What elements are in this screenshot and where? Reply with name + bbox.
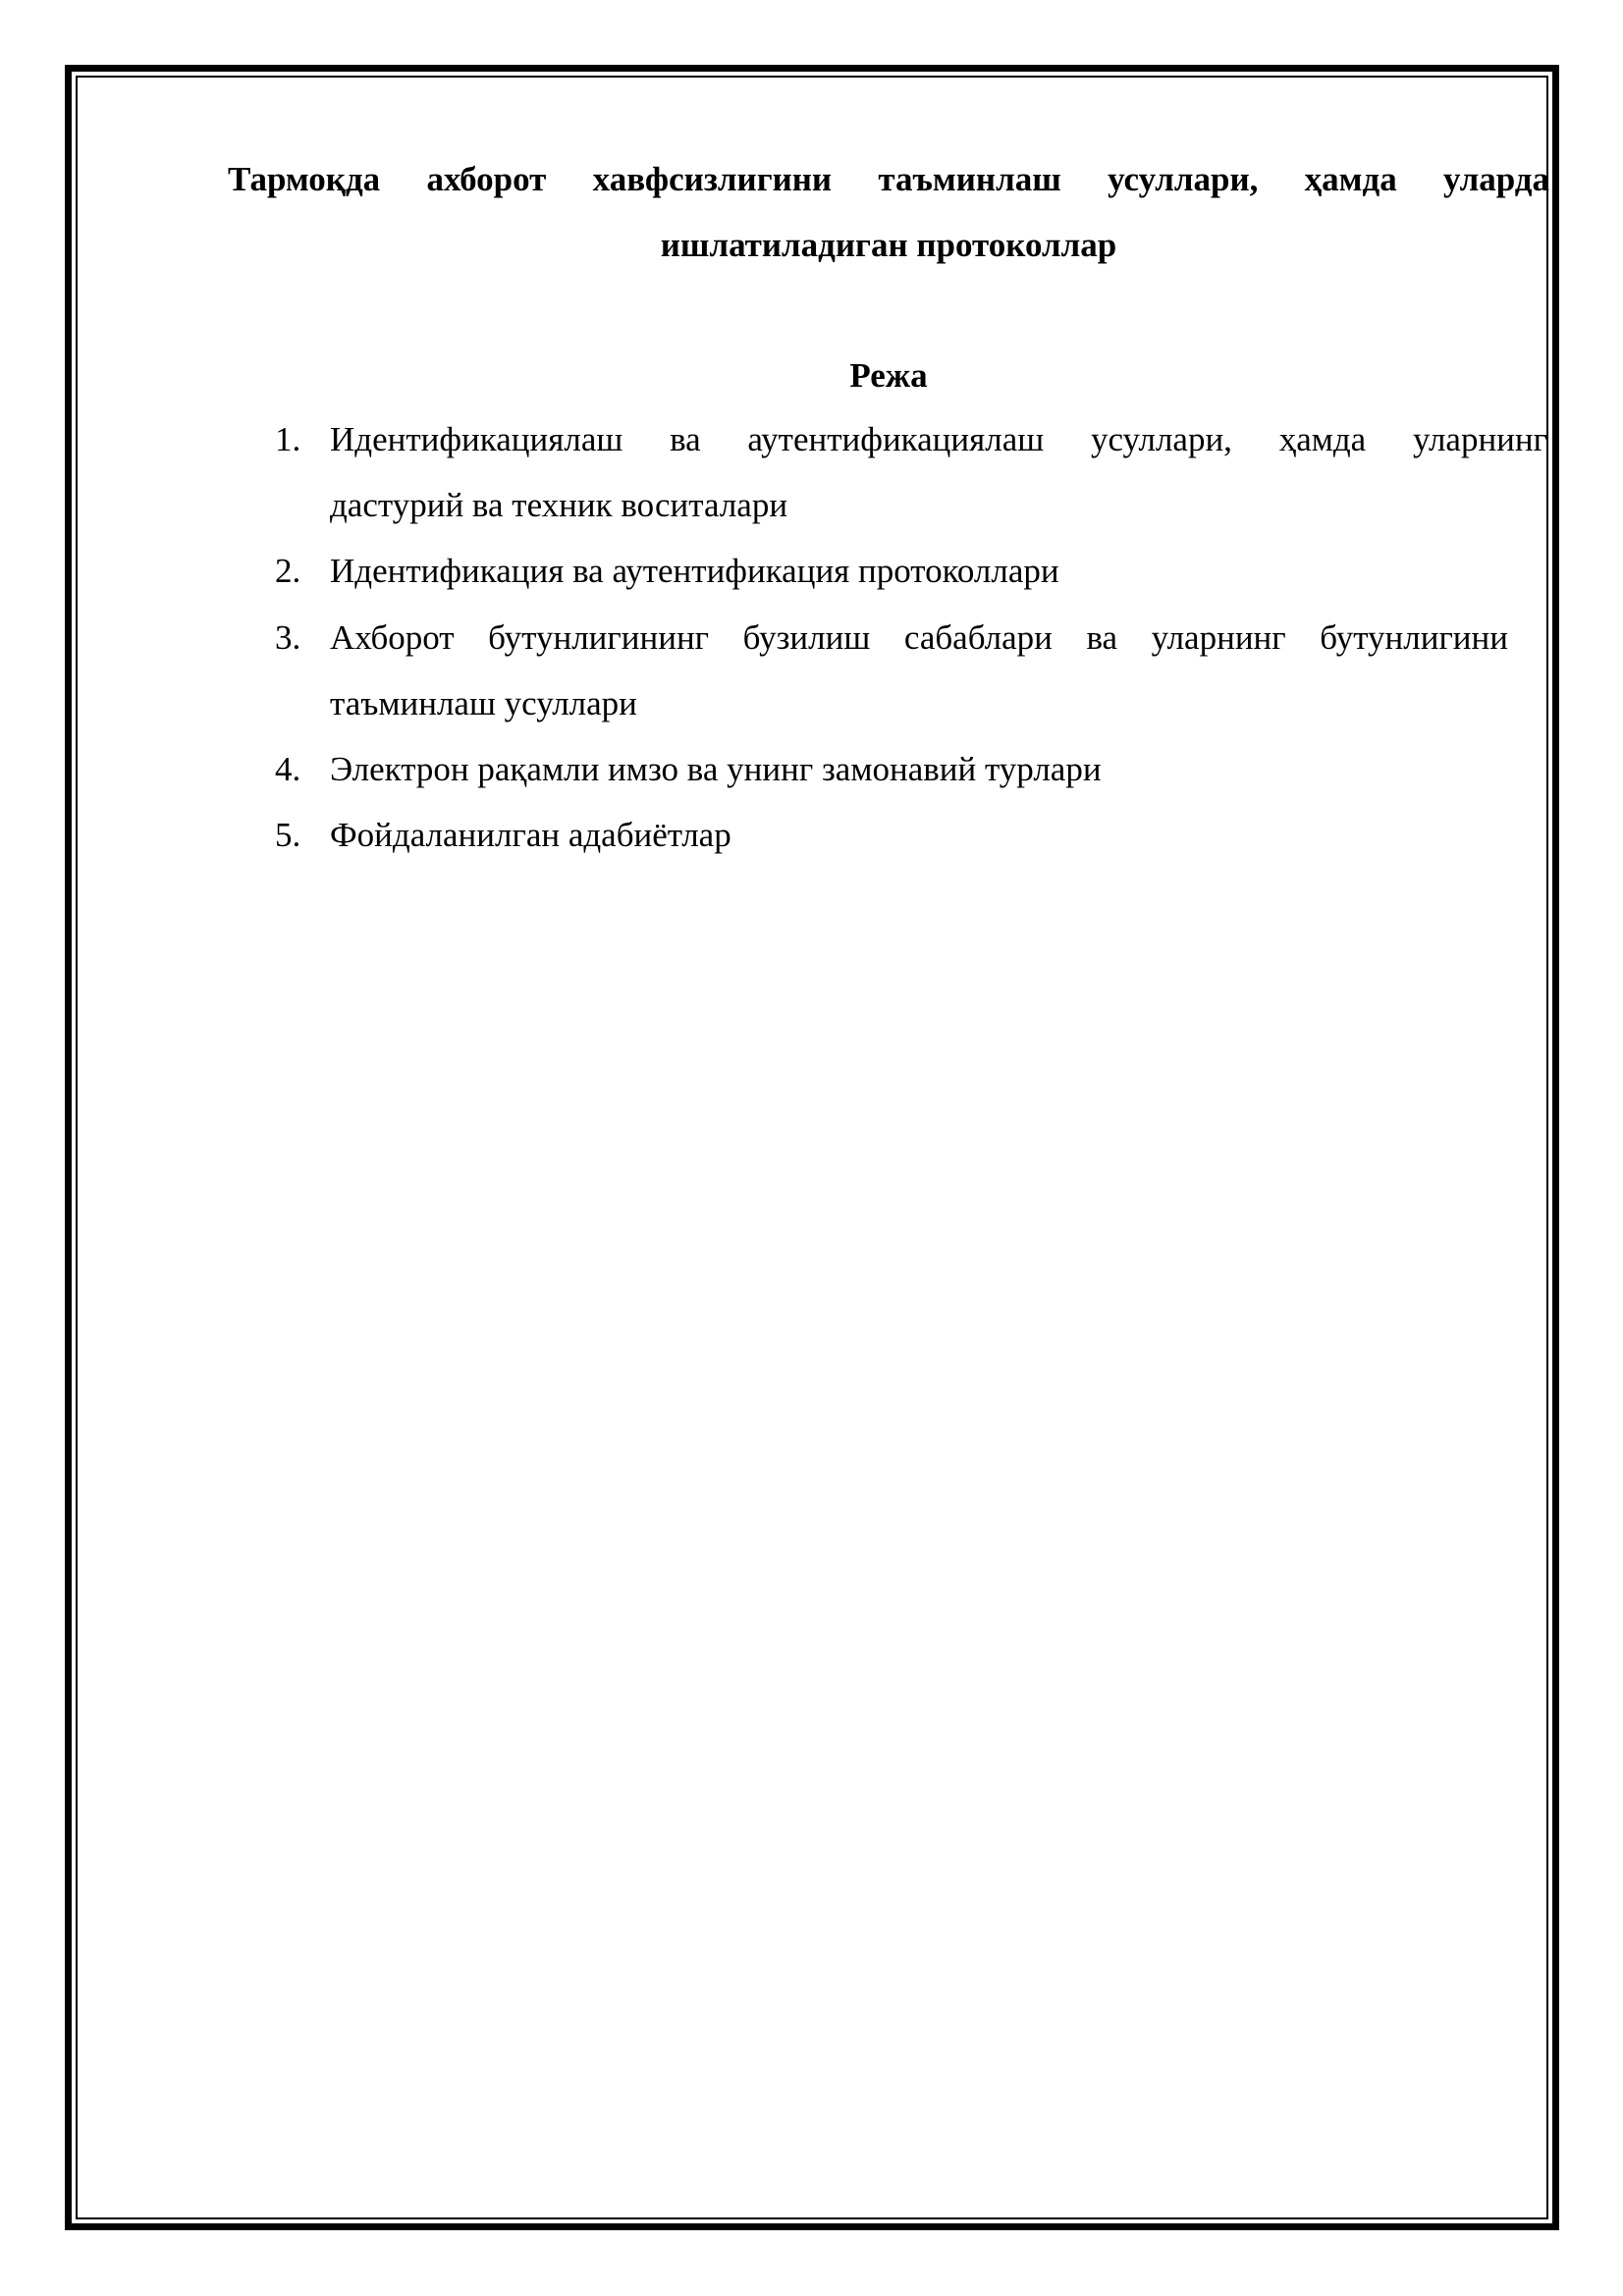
plan-item-number: 3. <box>275 618 301 657</box>
plan-item-number: 5. <box>275 816 301 854</box>
document-title-line-1: Тармоқда ахборот хавфсизлигини таъминлаш усуллари, ҳамда уларда <box>228 160 1549 198</box>
plan-item-text-line-1: Электрон рақамли имзо ва унинг замонавий турлари <box>330 750 1102 788</box>
plan-item-text-line-1: Фойдаланилган адабиётлар <box>330 816 731 854</box>
plan-item-text-line-1: Идентификациялаш ва аутентификациялаш усуллари, ҳамда уларнинг <box>330 420 1547 458</box>
plan-item-text-line-2: дастурий ва техник воситалари <box>330 486 788 524</box>
plan-item-text-line-1: Идентификация ва аутентификация протоколлари <box>330 552 1059 590</box>
plan-item-number: 2. <box>275 552 301 590</box>
document-title-line-2: ишлатиладиган протоколлар <box>660 226 1117 264</box>
plan-item-text-line-2: таъминлаш усуллари <box>330 684 637 722</box>
plan-heading: Режа <box>849 356 928 395</box>
plan-item-number: 4. <box>275 750 301 788</box>
plan-item-number: 1. <box>275 420 301 458</box>
plan-item-text-line-1: Ахборот бутунлигининг бузилиш сабаблари ва уларнинг бутунлигини <box>330 618 1508 657</box>
